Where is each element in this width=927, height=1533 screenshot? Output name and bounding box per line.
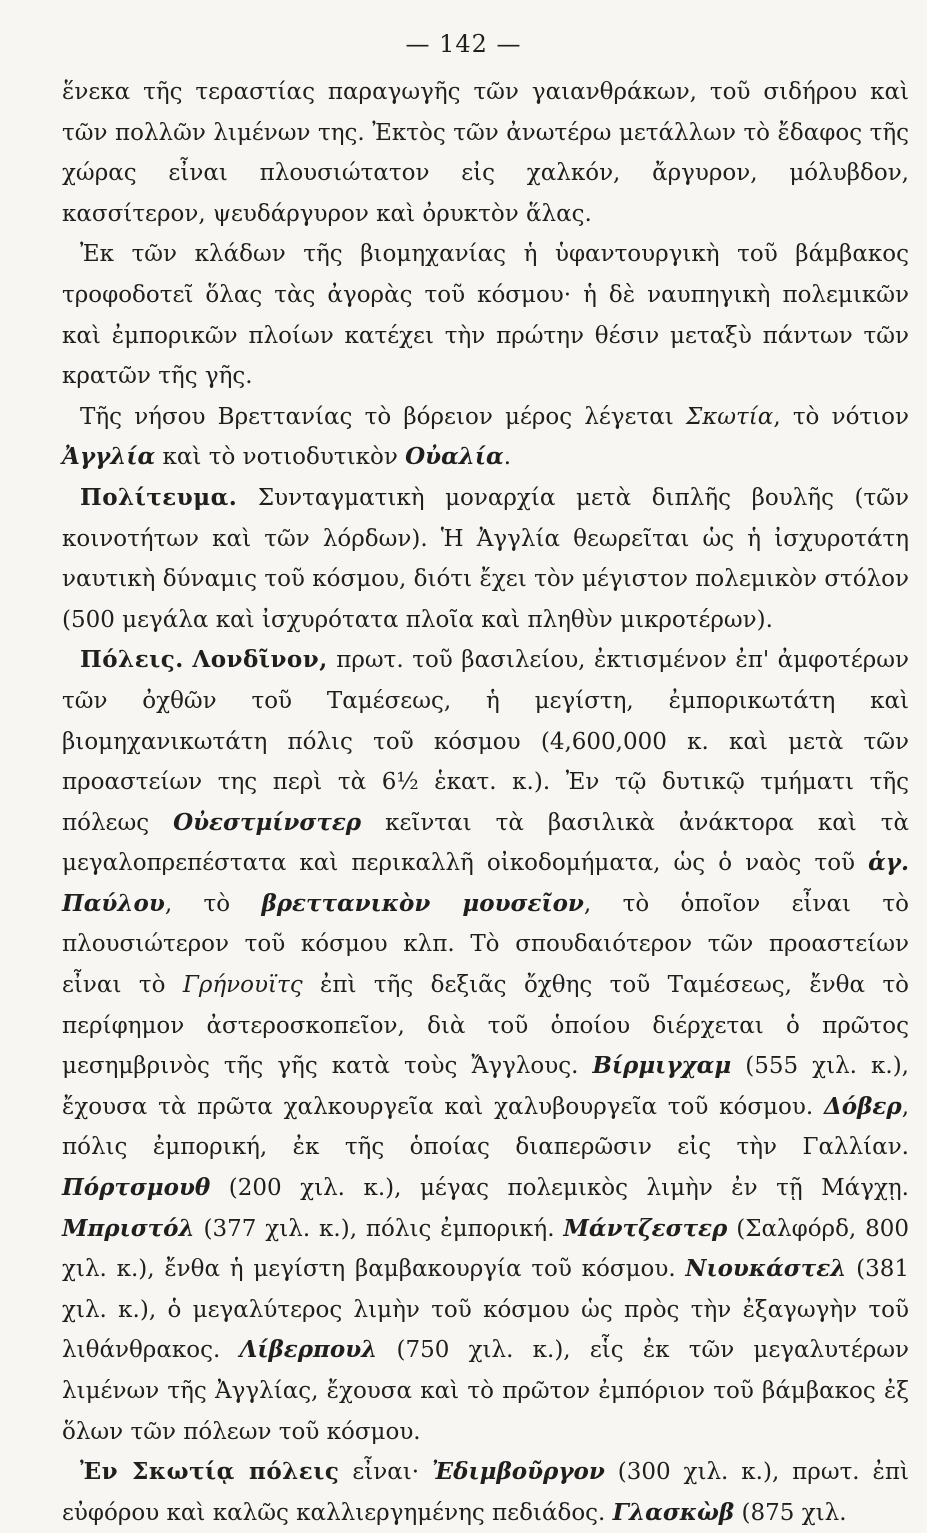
place-england: Ἀγγλία bbox=[62, 443, 156, 471]
cities-text-11: (381 χιλ. κ.), ὁ μεγαλύτερος λιμὴν τοῦ κόσμου ὡς πρὸς τὴν ἐξαγωγὴν τοῦ λιθάνθρακος. bbox=[62, 1256, 909, 1364]
scotland-text-3: (875 χιλ. bbox=[741, 1499, 847, 1526]
paragraph-government bbox=[62, 478, 909, 640]
cities-text-5: ἐπὶ τῆς δεξιᾶς ὄχθης τοῦ Ταμέσεως, ἔνθα τὸ περίφημον ἀστεροσκοπεῖον, διὰ τοῦ ὁποίου διέρχεται ὁ πρῶτος μεσημβρινὸς τῆς γῆς κατὰ τοὺς Ἄγγλους. bbox=[62, 972, 910, 1080]
cities-text-9: (377 χιλ. κ.), πόλις ἐμπορική. bbox=[203, 1215, 555, 1242]
section-heading-government: Πολίτευμα. bbox=[80, 483, 238, 511]
cities-text-2: κεῖνται τὰ βασιλικὰ ἀνάκτορα καὶ τὰ μεγαλοπρεπέστατα καὶ περικαλλῆ οἰκοδομήματα, ὡς ὁ ναὸς τοῦ bbox=[62, 809, 909, 877]
scotland-text-1: εἶναι· bbox=[352, 1459, 420, 1486]
body-text bbox=[62, 72, 909, 1533]
section-heading-cities: Πόλεις. bbox=[80, 646, 184, 674]
paragraph-industry: Ἐκ τῶν κλάδων τῆς βιομηχανίας ἡ ὑφαντουργικὴ τοῦ βάμβακος τροφοδοτεῖ ὅλας τὰς ἀγορὰς τοῦ κόσμου· ἡ δὲ ναυπηγικὴ πολεμικῶν καὶ ἐμπορικῶν πλοίων κατέχει τὴν πρώτην θέσιν μεταξὺ πάντων τῶν κρατῶν τῆς γῆς. bbox=[62, 241, 909, 390]
place-westminster: Οὐεστμίνστερ bbox=[173, 808, 362, 836]
cities-text-8: (200 χιλ. κ.), μέγας πολεμικὸς λιμὴν ἐν τῇ Μάγχῃ. bbox=[228, 1175, 909, 1202]
place-wales: Οὐαλία bbox=[405, 443, 504, 471]
city-dover: Δόβερ bbox=[823, 1092, 902, 1120]
city-london: Λονδῖνον, bbox=[192, 646, 328, 674]
cities-text-10: (Σαλφόρδ, 800 χιλ. κ.), ἔνθα ἡ μεγίστη βαμβακουργία τοῦ κόσμου. bbox=[62, 1215, 910, 1283]
paragraph-cities bbox=[62, 640, 909, 1452]
place-british-museum: βρεττανικὸν μουσεῖον bbox=[261, 889, 584, 917]
paragraph-scotland-cities bbox=[62, 1452, 909, 1533]
cities-text-12: (750 χιλ. κ.), εἷς ἐκ τῶν μεγαλυτέρων λιμένων τῆς Ἀγγλίας, ἔχουσα καὶ τὸ πρῶτον ἐμπόριον τοῦ βάμβακος ἐξ ὅλων τῶν πόλεων τοῦ κόσμου. bbox=[62, 1337, 910, 1445]
regions-text-4: . bbox=[503, 444, 512, 471]
page-number: — 142 — bbox=[405, 30, 522, 58]
place-st-paul: ἁγ. Παύλου bbox=[62, 849, 909, 917]
city-bristol: Μπριστόλ bbox=[62, 1214, 195, 1242]
cities-text-4: , τὸ ὁποῖον εἶναι τὸ πλουσιώτερον τοῦ κόσμου κλπ. Τὸ σπουδαιότερον τῶν προαστείων εἶναι τὸ bbox=[62, 890, 910, 999]
city-birmingham: Βίρμιγχαμ bbox=[592, 1052, 732, 1080]
city-liverpool: Λίβερπουλ bbox=[239, 1336, 378, 1364]
regions-text-1: Τῆς νήσου Βρεττανίας τὸ βόρειον μέρος λέγεται bbox=[80, 403, 674, 430]
regions-text-2: , τὸ νότιον bbox=[773, 403, 910, 430]
city-manchester: Μάντζεστερ bbox=[563, 1214, 728, 1242]
government-text: Συνταγματικὴ μοναρχία μετὰ διπλῆς βουλῆς (τῶν κοινοτήτων καὶ τῶν λόρδων). Ἡ Ἀγγλία θεωρεῖται ὡς ἡ ἰσχυροτάτη ναυτικὴ δύναμις τοῦ κόσμου, διότι ἔχει τὸν μέγιστον πολεμικὸν στόλον (500 μεγάλα καὶ ἰσχυρότατα πλοῖα καὶ πληθὺν μικροτέρων). bbox=[62, 484, 909, 633]
cities-text-6: (555 χιλ. κ.), ἔχουσα τὰ πρῶτα χαλκουργεῖα καὶ χαλυβουργεῖα τοῦ κόσμου. bbox=[62, 1053, 909, 1120]
section-heading-scotland: Ἐν Σκωτίᾳ πόλεις bbox=[80, 1458, 340, 1486]
scotland-text-2: (300 χιλ. κ.), πρωτ. ἐπὶ εὐφόρου καὶ καλῶς καλλιεργημένης πεδιάδος. bbox=[62, 1459, 909, 1526]
city-portsmouth: Πόρτσμουθ bbox=[62, 1174, 211, 1202]
cities-text-7: , πόλις ἐμπορική, ἐκ τῆς ὁποίας διαπερῶσιν εἰς τὴν Γαλλίαν. bbox=[62, 1093, 910, 1161]
place-scotland: Σκωτία bbox=[685, 403, 774, 430]
city-edinburgh: Ἐδιμβοῦργον bbox=[432, 1458, 605, 1486]
city-newcastle: Νιουκάστελ bbox=[685, 1255, 847, 1283]
paragraph-regions bbox=[62, 397, 909, 478]
place-greenwich: Γρήνουϊτς bbox=[182, 972, 303, 999]
cities-text-1: πρωτ. τοῦ βασιλείου, ἐκτισμένον ἐπ' ἀμφοτέρων τῶν ὀχθῶν τοῦ Ταμέσεως, ἡ μεγίστη, ἐμπορικωτάτη καὶ βιομηχανικωτάτη πόλις τοῦ κόσμου (4,600,000 κ. καὶ μετὰ τῶν προαστείων της περὶ τὰ 6½ ἑκατ. κ.). Ἐν τῷ δυτικῷ τμήματι τῆς πόλεως bbox=[62, 647, 910, 836]
city-glasgow: Γλασκὼβ bbox=[612, 1498, 735, 1526]
cities-text-3: , τὸ bbox=[164, 890, 231, 917]
regions-text-3: καὶ τὸ νοτιοδυτικὸν bbox=[162, 444, 398, 471]
paragraph-minerals: ἕνεκα τῆς τεραστίας παραγωγῆς τῶν γαιανθράκων, τοῦ σιδήρου καὶ τῶν πολλῶν λιμένων της. Ἐκτὸς τῶν ἀνωτέρω μετάλλων τὸ ἔδαφος τῆς χώρας εἶναι πλουσιώτατον εἰς χαλκόν, ἄργυρον, μόλυβδον, κασσίτερον, ψευδάργυρον καὶ ὀρυκτὸν ἅλας. bbox=[62, 79, 909, 227]
